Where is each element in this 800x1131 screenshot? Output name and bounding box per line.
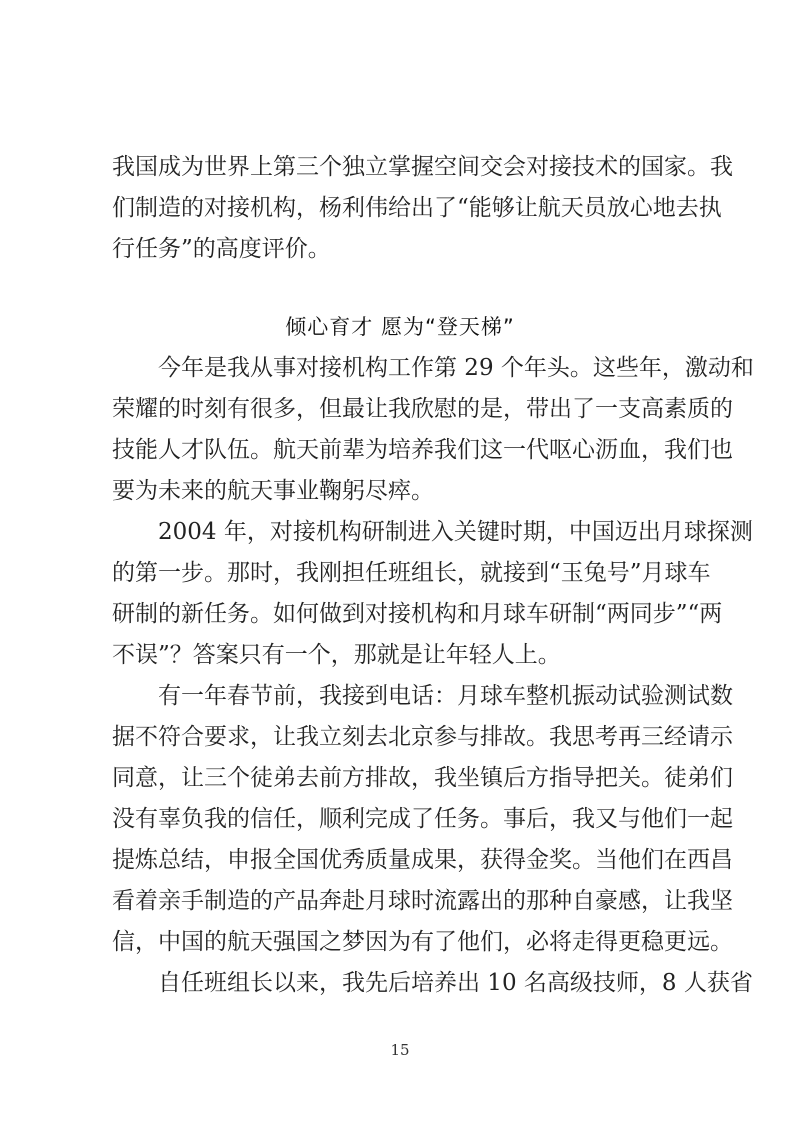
text-line: 同意，让三个徒弟去前方排故，我坐镇后方指导把关。徒弟们	[112, 765, 733, 791]
text-line: 我国成为世界上第三个独立掌握空间交会对接技术的国家。我	[112, 154, 733, 180]
text-line: 没有辜负我的信任，顺利完成了任务。事后，我又与他们一起	[112, 806, 733, 832]
text-line: 的第一步。那时，我刚担任班组长，就接到“玉兔号”月球车	[112, 560, 711, 586]
text-line: 们制造的对接机构，杨利伟给出了“能够让航天员放心地去执	[112, 195, 722, 221]
text-line: 不误”？答案只有一个，那就是让年轻人上。	[112, 642, 561, 668]
text-line: 有一年春节前，我接到电话：月球车整机振动试验测试数	[158, 683, 733, 709]
text-line: 技能人才队伍。航天前辈为培养我们这一代呕心沥血，我们也	[112, 437, 733, 463]
section-heading: 倾心育才 愿为“登天梯”	[285, 315, 515, 339]
text-line: 要为未来的航天事业鞠躬尽瘁。	[112, 478, 434, 504]
page-number: 15	[390, 1041, 410, 1059]
text-line: 提炼总结，申报全国优秀质量成果，获得金奖。当他们在西昌	[112, 847, 733, 873]
text-line: 据不符合要求，让我立刻去北京参与排故。我思考再三经请示	[112, 724, 733, 750]
text-line: 信，中国的航天强国之梦因为有了他们，必将走得更稳更远。	[112, 929, 733, 955]
text-line: 2004 年，对接机构研制进入关键时期，中国迈出月球探测	[158, 519, 753, 545]
text-line: 荣耀的时刻有很多，但最让我欣慰的是，带出了一支高素质的	[112, 396, 733, 422]
text-line: 看着亲手制造的产品奔赴月球时流露出的那种自豪感，让我坚	[112, 888, 733, 914]
text-line: 自任班组长以来，我先后培养出 10 名高级技师，8 人获省	[158, 970, 753, 996]
text-line: 今年是我从事对接机构工作第 29 个年头。这些年，激动和	[158, 355, 754, 381]
text-line: 研制的新任务。如何做到对接机构和月球车研制“两同步”“两	[112, 601, 723, 627]
text-line: 行任务”的高度评价。	[112, 236, 331, 262]
